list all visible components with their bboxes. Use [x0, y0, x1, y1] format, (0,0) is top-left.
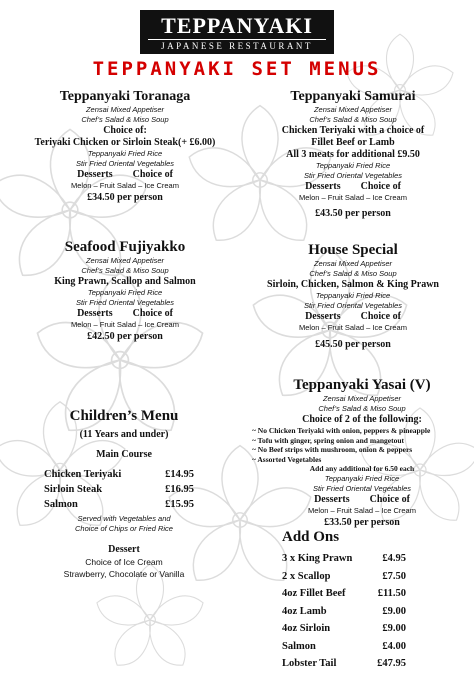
desserts-label: Desserts	[305, 311, 341, 322]
item-name: 4oz Sirloin	[282, 623, 331, 634]
list-item: ~ Assorted Vegetables	[252, 454, 322, 464]
menu-title: Seafood Fujiyakko	[64, 239, 186, 255]
dessert-list: Melon – Fruit Salad – Ice Cream	[299, 193, 407, 202]
served-note: Choice of Chips or Fried Rice	[75, 524, 173, 533]
menu-line: Zensai Mixed Appetiser	[85, 105, 165, 114]
menu-title: House Special	[308, 242, 398, 258]
add-ons-title: Add Ons	[282, 529, 340, 545]
desserts-line	[236, 181, 470, 193]
desserts-line	[236, 311, 470, 323]
logo-name: TEPPANYAKI	[161, 13, 313, 38]
item-name: Salmon	[282, 640, 316, 652]
item-name: 3 x King Prawn	[282, 553, 353, 564]
dessert-list: Melon – Fruit Salad – Ice Cream	[308, 505, 416, 515]
desserts-label: Desserts	[305, 181, 341, 192]
item-price: £15.95	[165, 499, 194, 510]
desserts-label: Desserts	[77, 169, 113, 180]
list-item: ~ Tofu with ginger, spring onion and mangetout	[252, 435, 404, 445]
set-menu-toranaga	[10, 88, 240, 204]
list-item	[282, 638, 406, 656]
desserts-label: Desserts	[314, 493, 350, 505]
desserts-line	[10, 169, 240, 181]
dessert-heading: Dessert	[108, 544, 140, 555]
item-price: £4.95	[382, 553, 406, 564]
menu-price: £43.50 per person	[315, 208, 391, 219]
set-menu-seafood	[10, 238, 240, 343]
list-item	[282, 620, 406, 638]
desserts-line	[252, 494, 472, 506]
menu-line: Stir Fried Oriental Vegetables	[303, 171, 403, 180]
menu-price: £33.50 per person	[324, 516, 400, 528]
list-item	[44, 497, 194, 512]
list-item: ~ No Beef strips with mushroom, onion & peppers	[252, 445, 413, 455]
list-item	[44, 482, 194, 497]
menu-price: £42.50 per person	[87, 331, 163, 342]
list-item: ~ No Chicken Teriyaki with onion, peppers & pineapple	[252, 426, 431, 435]
choice-of-label: Choice of	[132, 169, 173, 180]
desserts-line	[10, 308, 240, 320]
choice-of-label: Choice of	[360, 311, 401, 322]
choice-of-label: Choice of	[132, 308, 173, 319]
menu-line: Teppanyaki Fried Rice	[87, 149, 163, 158]
menu-line: Chef’s Salad & Miso Soup	[81, 115, 169, 124]
menu-main-line: Sirloin, Chicken, Salmon & King Prawn	[267, 279, 439, 290]
menu-price: £45.50 per person	[315, 339, 391, 350]
page-title: TEPPANYAKI SET MENUS	[92, 58, 382, 80]
item-name: 2 x Scallop	[282, 570, 331, 582]
menu-line: Teppanyaki Fried Rice	[315, 161, 391, 170]
item-name: Lobster Tail	[282, 658, 337, 669]
additional-note: Add any additional for 6.50 each	[309, 464, 415, 474]
menu-line: Stir Fried Oriental Vegetables	[303, 301, 403, 310]
set-menu-yasai	[252, 376, 472, 529]
menu-choice: Choice of:	[103, 125, 147, 136]
set-menu-samurai	[236, 88, 470, 220]
item-price: £16.95	[165, 484, 194, 495]
menu-line: Zensai Mixed Appetiser	[322, 394, 402, 403]
menu-price: £34.50 per person	[87, 192, 163, 203]
menu-line: Teppanyaki Fried Rice	[324, 473, 400, 483]
item-name: Chicken Teriyaki	[44, 469, 122, 480]
dessert-line: Strawberry, Chocolate or Vanilla	[63, 569, 185, 579]
item-price: £9.00	[382, 623, 406, 634]
item-price: £7.50	[382, 570, 406, 582]
set-menu-house-special	[236, 241, 470, 351]
menu-line: Zensai Mixed Appetiser	[85, 256, 165, 265]
menu-line: Chef’s Salad & Miso Soup	[318, 404, 406, 413]
list-item	[282, 550, 406, 568]
menu-title: Teppanyaki Samurai	[290, 89, 416, 104]
childrens-menu	[44, 407, 204, 580]
age-note: (11 Years and under)	[79, 429, 169, 440]
menu-line: Teppanyaki Fried Rice	[87, 288, 163, 297]
logo-tagline: JAPANESE RESTAURANT	[161, 41, 313, 51]
choice-of-label: Choice of	[369, 493, 410, 505]
list-item	[282, 585, 406, 603]
menu-main-line: King Prawn, Scallop and Salmon	[54, 276, 196, 287]
dessert-list: Melon – Fruit Salad – Ice Cream	[71, 181, 179, 190]
menu-title: Teppanyaki Toranaga	[59, 89, 191, 104]
menu-line: Zensai Mixed Appetiser	[313, 105, 393, 114]
menu-main-line: All 3 meats for additional £9.50	[286, 149, 420, 160]
item-name: 4oz Lamb	[282, 605, 327, 617]
list-item	[282, 603, 406, 621]
item-price: £9.00	[382, 605, 406, 617]
item-price: £4.00	[382, 640, 406, 652]
menu-title: Children’s Menu	[69, 408, 179, 424]
desserts-label: Desserts	[77, 308, 113, 319]
restaurant-logo	[140, 10, 334, 54]
served-note: Served with Vegetables and	[77, 514, 171, 523]
menu-line: Stir Fried Oriental Vegetables	[75, 159, 175, 168]
item-price: £11.50	[377, 588, 406, 599]
dessert-line: Choice of Ice Cream	[85, 557, 163, 567]
item-name: Sirloin Steak	[44, 484, 103, 495]
menu-choice: Choice of 2 of the following:	[302, 414, 422, 425]
menu-line: Zensai Mixed Appetiser	[313, 259, 393, 268]
list-item	[282, 568, 406, 586]
list-item	[44, 467, 194, 482]
menu-line: Chef’s Salad & Miso Soup	[81, 266, 169, 275]
menu-line: Teppanyaki Fried Rice	[315, 291, 391, 300]
menu-line: Stir Fried Oriental Vegetables	[75, 298, 175, 307]
dessert-list: Melon – Fruit Salad – Ice Cream	[299, 323, 407, 332]
item-price: £14.95	[165, 469, 194, 480]
item-name: 4oz Fillet Beef	[282, 588, 346, 599]
menu-title: Teppanyaki Yasai (V)	[293, 377, 431, 393]
menu-line: Chef’s Salad & Miso Soup	[309, 269, 397, 278]
item-price: £47.95	[377, 658, 406, 669]
menu-main-line: Chicken Teriyaki with a choice of	[281, 125, 425, 136]
choice-of-label: Choice of	[360, 181, 401, 192]
dessert-list: Melon – Fruit Salad – Ice Cream	[71, 320, 179, 329]
menu-choice-detail: Teriyaki Chicken or Sirloin Steak(+ £6.00)	[34, 137, 216, 148]
main-course-heading: Main Course	[96, 449, 152, 460]
item-name: Salmon	[44, 499, 78, 510]
menu-main-line: Fillet Beef or Lamb	[311, 137, 395, 148]
add-ons	[282, 528, 406, 673]
menu-line: Stir Fried Oriental Vegetables	[312, 483, 412, 493]
menu-line: Chef’s Salad & Miso Soup	[309, 115, 397, 124]
